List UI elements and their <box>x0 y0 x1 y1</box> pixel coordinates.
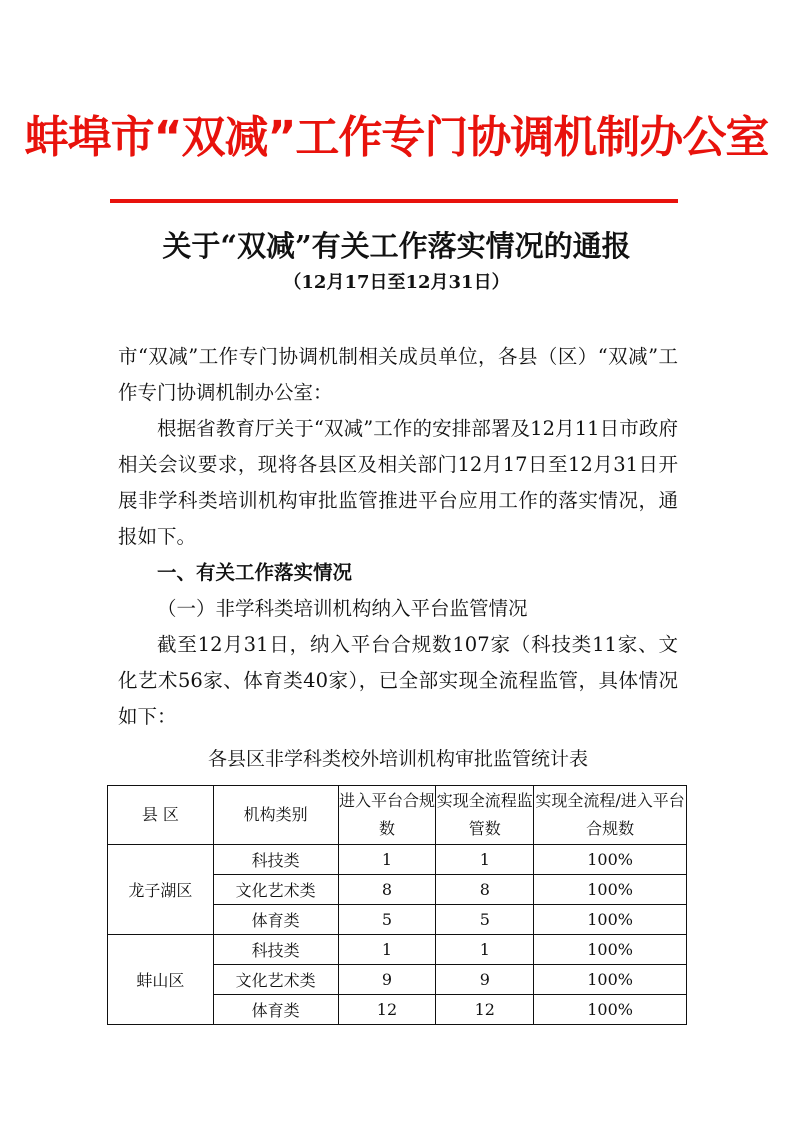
category-cell: 体育类 <box>213 905 338 935</box>
intro-paragraph: 根据省教育厅关于“双减”工作的安排部署及12月11日市政府相关会议要求，现将各县区及相关部门12月17日至12月31日开展非学科类培训机构审批监管推进平台应用工作的落实情况，通报如下。 <box>118 417 678 548</box>
monitored-cell: 9 <box>436 965 534 995</box>
county-cell: 蚌山区 <box>108 935 214 1025</box>
statistics-table <box>107 785 687 1025</box>
ratio-cell: 100% <box>534 905 687 935</box>
letterhead-title: 蚌埠市“双减”工作专门协调机制办公室 <box>24 112 769 163</box>
ratio-cell: 100% <box>534 935 687 965</box>
table-row <box>108 935 687 965</box>
compliant-cell: 1 <box>338 845 436 875</box>
table-row <box>108 845 687 875</box>
compliant-cell: 8 <box>338 875 436 905</box>
category-cell: 文化艺术类 <box>213 965 338 995</box>
header-ratio: 实现全流程/进入平台合规数 <box>534 786 687 845</box>
salutation-paragraph: 市“双减”工作专门协调机制相关成员单位，各县（区）“双减”工作专门协调机制办公室： <box>118 345 678 404</box>
document-body <box>118 339 678 735</box>
county-cell: 龙子湖区 <box>108 845 214 935</box>
ratio-cell: 100% <box>534 845 687 875</box>
document-title: 关于“双减”有关工作落实情况的通报 <box>162 229 631 263</box>
compliant-cell: 5 <box>338 905 436 935</box>
red-divider <box>110 199 678 203</box>
monitored-cell: 1 <box>436 845 534 875</box>
table-header-row <box>108 786 687 845</box>
header-category: 机构类别 <box>213 786 338 845</box>
monitored-cell: 5 <box>436 905 534 935</box>
category-cell: 文化艺术类 <box>213 875 338 905</box>
header-monitored: 实现全流程监管数 <box>436 786 534 845</box>
header-compliant: 进入平台合规数 <box>338 786 436 845</box>
ratio-cell: 100% <box>534 875 687 905</box>
summary-paragraph: 截至12月31日，纳入平台合规数107家（科技类11家、文化艺术56家、体育类40家），已全部实现全流程监管，具体情况如下： <box>118 633 678 728</box>
monitored-cell: 8 <box>436 875 534 905</box>
category-cell: 体育类 <box>213 995 338 1025</box>
monitored-cell: 1 <box>436 935 534 965</box>
subsection-heading-1: （一）非学科类培训机构纳入平台监管情况 <box>157 597 528 620</box>
ratio-cell: 100% <box>534 995 687 1025</box>
monitored-cell: 12 <box>436 995 534 1025</box>
ratio-cell: 100% <box>534 965 687 995</box>
compliant-cell: 9 <box>338 965 436 995</box>
document-subtitle: （12月17日至12月31日） <box>283 272 510 293</box>
compliant-cell: 1 <box>338 935 436 965</box>
table-caption: 各县区非学科类校外培训机构审批监管统计表 <box>207 748 588 770</box>
header-county: 县 区 <box>108 786 214 845</box>
category-cell: 科技类 <box>213 845 338 875</box>
compliant-cell: 12 <box>338 995 436 1025</box>
section-heading-1: 一、有关工作落实情况 <box>157 561 353 584</box>
category-cell: 科技类 <box>213 935 338 965</box>
